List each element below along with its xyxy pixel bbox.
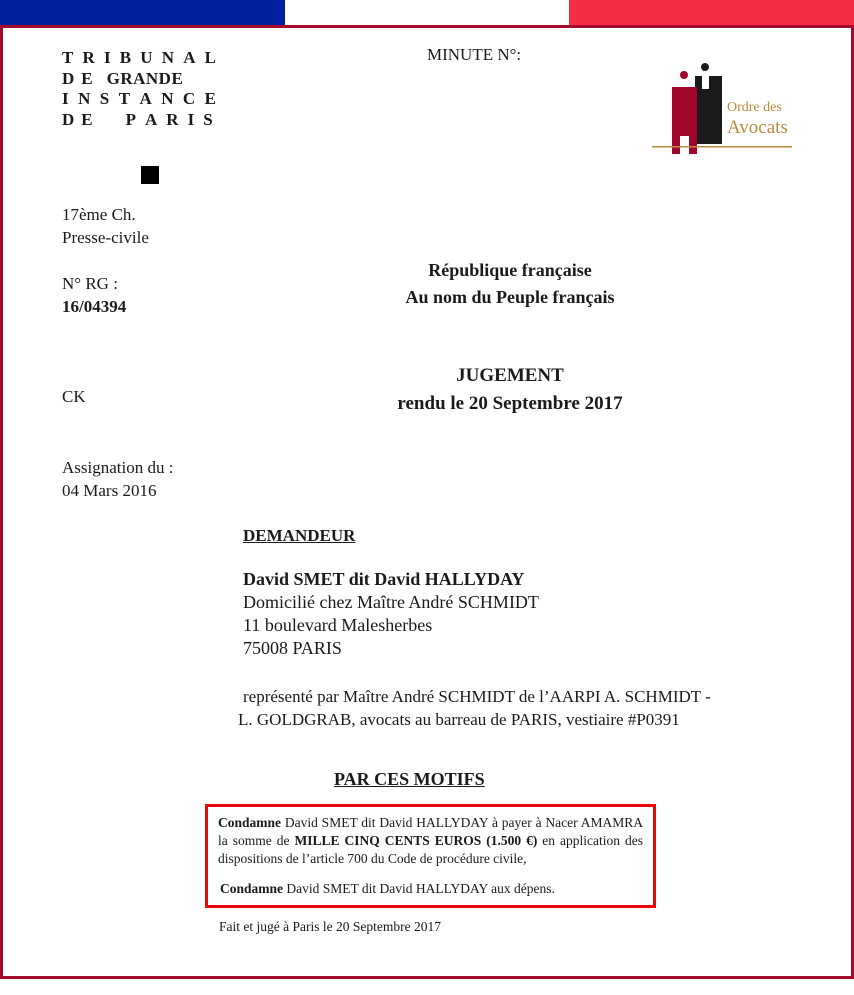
- black-square-mark: [141, 166, 159, 184]
- minute-label: MINUTE N°:: [427, 45, 522, 64]
- ruling-verb-1: Condamne: [218, 815, 282, 830]
- chamber-number: 17ème Ch.: [62, 205, 136, 224]
- republic-heading: [360, 257, 660, 311]
- letter: R: [82, 48, 95, 67]
- letter: S: [203, 109, 213, 129]
- letter: A: [145, 109, 158, 129]
- court-name: [62, 48, 216, 130]
- letter: E: [204, 89, 216, 108]
- ordre-des-avocats-logo: [652, 62, 794, 158]
- court-line-2: [62, 69, 216, 90]
- letter: E: [81, 109, 93, 129]
- letter: D: [62, 68, 75, 88]
- rg-number: [62, 272, 126, 318]
- assignation: [62, 456, 173, 502]
- letter: T: [62, 48, 74, 67]
- letter: B: [119, 48, 132, 67]
- assignation-label: Assignation du :: [62, 458, 174, 477]
- letter: L: [204, 48, 216, 67]
- chamber-type: Presse-civile: [62, 228, 149, 247]
- letter: T: [118, 89, 131, 108]
- letter: I: [103, 48, 111, 67]
- letter: C: [182, 89, 196, 108]
- logo-text-avocats: Avocats: [727, 117, 788, 138]
- flag-band-red: [569, 0, 854, 25]
- representation-line-1: représenté par Maître André SCHMIDT de l’AARPI A. SCHMIDT -: [243, 687, 711, 706]
- motifs-heading: PAR CES MOTIFS: [334, 769, 485, 789]
- plaintiff-name: David SMET dit David HALLYDAY: [243, 569, 525, 589]
- ruling-text-1a: David SMET dit David HALLYDAY à payer à Nacer AMAMRA la somme de: [218, 815, 643, 848]
- rg-value: 16/04394: [62, 297, 127, 316]
- letter: S: [99, 89, 110, 108]
- representation-line-2: L. GOLDGRAB, avocats au barreau de PARIS, vestiaire #P0391: [238, 710, 680, 729]
- rg-label: N° RG :: [62, 274, 118, 293]
- letter: N: [161, 89, 174, 108]
- judgment-date: rendu le 20 Septembre 2017: [397, 393, 623, 414]
- footer-signature-line: Fait et jugé à Paris le 20 Septembre 2017: [219, 919, 441, 934]
- judgment-title: JUGEMENT: [456, 365, 564, 386]
- republic-line-2: Au nom du Peuple français: [405, 287, 615, 307]
- court-line-1: [62, 48, 216, 69]
- ruling-paragraph-1: [208, 807, 653, 868]
- letter: D: [62, 109, 75, 129]
- chamber: [62, 203, 149, 249]
- republic-line-1: République française: [428, 260, 592, 280]
- letter: P: [125, 109, 137, 129]
- letter: R: [166, 109, 179, 129]
- logo-text-ordre-des: Ordre des: [727, 100, 782, 115]
- assignation-date: 04 Mars 2016: [62, 481, 157, 500]
- flag-band-blue: [0, 0, 285, 25]
- judgment-heading: [340, 362, 680, 418]
- flag-band-white: [285, 0, 569, 25]
- plaintiff-representation: [238, 685, 711, 731]
- initials: CK: [62, 387, 86, 406]
- plaintiff-address-2: 11 boulevard Malesherbes: [243, 615, 433, 635]
- plaintiff-address-1: Domicilié chez Maître André SCHMIDT: [243, 592, 539, 612]
- highlighted-ruling: [205, 804, 656, 908]
- ruling-text-1b: en application des dispositions de l’article 700 du Code de procédure civile,: [218, 833, 643, 866]
- plaintiff-heading: DEMANDEUR: [243, 526, 356, 545]
- ruling-verb-2: Condamne: [220, 881, 284, 896]
- ruling-amount: MILLE CINQ CENTS EUROS (1.500 €): [294, 833, 538, 848]
- letter: I: [187, 109, 195, 129]
- letter: A: [183, 48, 196, 67]
- letter: A: [139, 89, 152, 108]
- ruling-text-2: David SMET dit David HALLYDAY aux dépens.: [283, 881, 555, 896]
- letter: N: [161, 48, 175, 67]
- letter: I: [62, 89, 69, 108]
- letter: U: [140, 48, 153, 67]
- court-line-4: [62, 110, 216, 131]
- ruling-paragraph-2: [208, 868, 653, 898]
- court-line-3: [62, 89, 216, 110]
- plaintiff-block: [243, 568, 539, 660]
- word: GRANDE: [106, 68, 184, 88]
- letter: N: [78, 89, 91, 108]
- plaintiff-address-3: 75008 PARIS: [243, 638, 342, 658]
- letter: E: [81, 68, 93, 88]
